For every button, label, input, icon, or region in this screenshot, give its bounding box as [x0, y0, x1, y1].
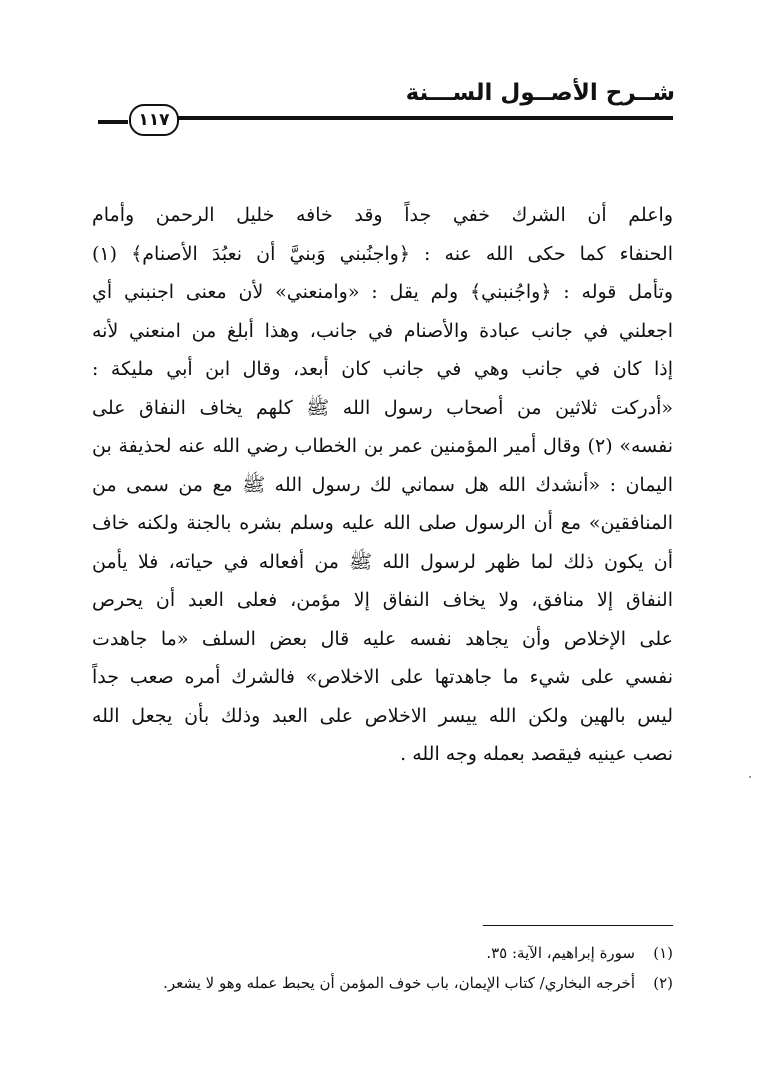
- body-line: نصب عينيه فيقصد بعمله وجه الله .: [400, 743, 673, 765]
- body-line: المنافقين» مع أن الرسول صلى الله عليه وسلم بشره بالجنة ولكنه خاف: [92, 512, 673, 534]
- body-text: [92, 196, 673, 774]
- body-line: على الإخلاص وأن يجاهد نفسه عليه قال بعض السلف «ما جاهدت: [92, 627, 673, 650]
- body-line: الحنفاء كما حكى الله عنه : ﴿واجنُبني وَبنيَّ أن نعبُدَ الأصنام﴾ (١): [92, 242, 673, 265]
- footnote-text: سورة إبراهيم، الآية: ٣٥.: [486, 944, 635, 962]
- header-rule: [178, 116, 673, 120]
- body-line: «أدركت ثلاثين من أصحاب رسول الله ﷺ كلهم يخاف النفاق على: [92, 396, 673, 419]
- body-line: اليمان : «أنشدك الله هل سماني لك رسول الله ﷺ مع من سمى من: [92, 473, 673, 496]
- footnote-text: أخرجه البخاري/ كتاب الإيمان، باب خوف المؤمن أن يحبط عمله وهو لا يشعر.: [163, 974, 635, 992]
- body-line: اجعلني في جانب عبادة والأصنام في جانب، وهذا أبلغ من امنعني لأنه: [92, 319, 673, 342]
- header-rule-left: [98, 120, 128, 124]
- body-line: نفسه» (٢) وقال أمير المؤمنين عمر بن الخطاب رضي الله عنه لحذيفة بن: [92, 435, 673, 457]
- body-line: ليس بالهين ولكن الله ييسر الاخلاص على العبد وذلك بأن يجعل الله: [92, 704, 673, 727]
- body-line: إذا كان في جانب وهي في جانب كان أبعد، وقال ابن أبي مليكة :: [92, 358, 673, 380]
- body-line: واعلم أن الشرك خفي جداً وقد خافه خليل الرحمن وأمام: [92, 204, 673, 226]
- footnote-separator: [483, 925, 673, 926]
- footnotes: [92, 938, 673, 998]
- footnote-number: (١): [653, 944, 673, 962]
- body-line: وتأمل قوله : ﴿واجُنبني﴾ ولم يقل : «وامنعني» لأن معنى اجنبني أي: [92, 281, 673, 303]
- footnote: [92, 968, 673, 998]
- running-header-title: شــرح الأصــول الســـنة: [405, 80, 675, 106]
- body-line: أن يكون ذلك لما ظهر لرسول الله ﷺ من أفعاله في حياته، فلا يأمن: [92, 550, 673, 573]
- body-line: النفاق إلا منافق، ولا يخاف النفاق إلا مؤمن، فعلى العبد أن يحرص: [92, 589, 673, 611]
- body-line: نفسي على شيء ما جاهدتها على الاخلاص» فالشرك أمره صعب جداً: [92, 666, 673, 688]
- scan-speck: [749, 776, 751, 778]
- footnote: [92, 938, 673, 968]
- footnote-number: (٢): [653, 974, 673, 992]
- page-number-badge: ١١٧: [129, 104, 179, 136]
